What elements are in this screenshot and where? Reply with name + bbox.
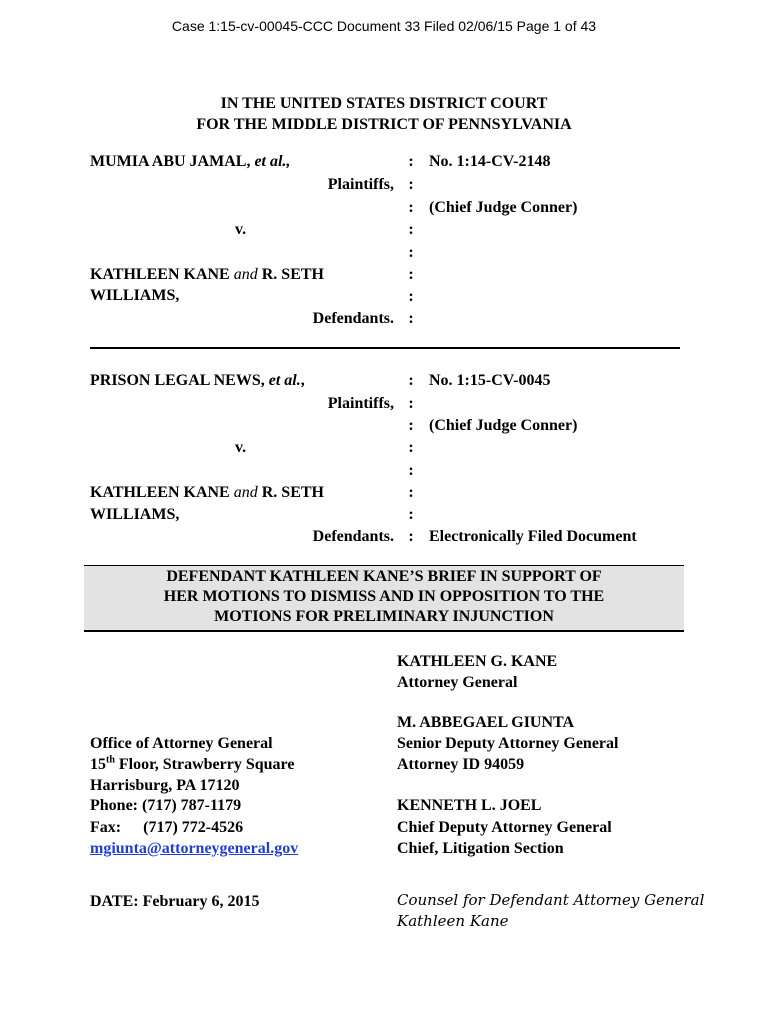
case2-judge: (Chief Judge Conner) <box>429 417 578 434</box>
case2-defendants: KATHLEEN KANE and R. SETH <box>90 484 324 501</box>
email-link[interactable]: mgiunta@attorneygeneral.gov <box>90 840 299 857</box>
counsel-for-line: Counsel for Defendant Attorney General <box>397 891 705 909</box>
counsel-for-line: Kathleen Kane <box>397 912 509 930</box>
office-floor: 15th Floor, Strawberry Square <box>90 754 295 773</box>
caption-colon: : <box>408 310 414 327</box>
office-city: Harrisburg, PA 17120 <box>90 777 240 794</box>
docket-header: Case 1:15-cv-00045-CCC Document 33 Filed 02/06/15 Page 1 of 43 <box>171 18 597 34</box>
brief-title-banner <box>84 565 684 632</box>
ag-name: KATHLEEN G. KANE <box>397 653 558 670</box>
caption-colon: : <box>408 372 414 389</box>
caption-colon: : <box>408 153 414 170</box>
deputy-title: Senior Deputy Attorney General <box>397 735 619 752</box>
office-fax: Fax: (717) 772-4526 <box>90 819 244 836</box>
filing-date: DATE: February 6, 2015 <box>90 893 260 910</box>
case2-versus: v. <box>235 439 247 456</box>
case2-number: No. 1:15-CV-0045 <box>429 372 551 389</box>
case1-defendants-label: Defendants. <box>312 310 394 327</box>
caption-colon: : <box>408 288 414 305</box>
ag-title: Attorney General <box>397 674 518 691</box>
caption-colon: : <box>408 244 414 261</box>
case1-plaintiffs-label: Plaintiffs, <box>327 176 394 193</box>
case2-plaintiff: PRISON LEGAL NEWS, et al., <box>90 372 305 389</box>
brief-title-line: HER MOTIONS TO DISMISS AND IN OPPOSITION TO THE <box>163 588 605 605</box>
brief-title-line: MOTIONS FOR PRELIMINARY INJUNCTION <box>214 608 554 625</box>
case2-defendants-line2: WILLIAMS, <box>90 506 180 523</box>
caption-colon: : <box>408 439 414 456</box>
deputy-id: Attorney ID 94059 <box>397 756 525 773</box>
case1-judge: (Chief Judge Conner) <box>429 199 578 216</box>
court-district: FOR THE MIDDLE DISTRICT OF PENNSYLVANIA <box>196 116 572 133</box>
caption-colon: : <box>408 506 414 523</box>
case1-defendants-line2: WILLIAMS, <box>90 287 180 304</box>
case1-defendants: KATHLEEN KANE and R. SETH <box>90 266 324 283</box>
case1-plaintiff: MUMIA ABU JAMAL, et al., <box>90 153 291 170</box>
case1-versus: v. <box>235 221 247 238</box>
chief-section: Chief, Litigation Section <box>397 840 564 857</box>
office-phone: Phone: (717) 787-1179 <box>90 797 242 814</box>
filing-note: Electronically Filed Document <box>429 528 637 545</box>
caption-divider <box>90 347 680 349</box>
caption-colon: : <box>408 417 414 434</box>
caption-colon: : <box>408 266 414 283</box>
caption-colon: : <box>408 199 414 216</box>
case2-defendants-label: Defendants. <box>312 528 394 545</box>
caption-colon: : <box>408 176 414 193</box>
caption-colon: : <box>408 462 414 479</box>
chief-name: KENNETH L. JOEL <box>397 797 542 814</box>
office-name: Office of Attorney General <box>90 735 273 752</box>
chief-title: Chief Deputy Attorney General <box>397 819 612 836</box>
caption-colon: : <box>408 395 414 412</box>
deputy-name: M. ABBEGAEL GIUNTA <box>397 714 575 731</box>
court-name: IN THE UNITED STATES DISTRICT COURT <box>220 95 548 112</box>
case2-plaintiffs-label: Plaintiffs, <box>327 395 394 412</box>
case1-number: No. 1:14-CV-2148 <box>429 153 551 170</box>
caption-colon: : <box>408 221 414 238</box>
brief-title-line: DEFENDANT KATHLEEN KANE’S BRIEF IN SUPPORT OF <box>166 568 602 585</box>
caption-colon: : <box>408 484 414 501</box>
caption-colon: : <box>408 528 414 545</box>
